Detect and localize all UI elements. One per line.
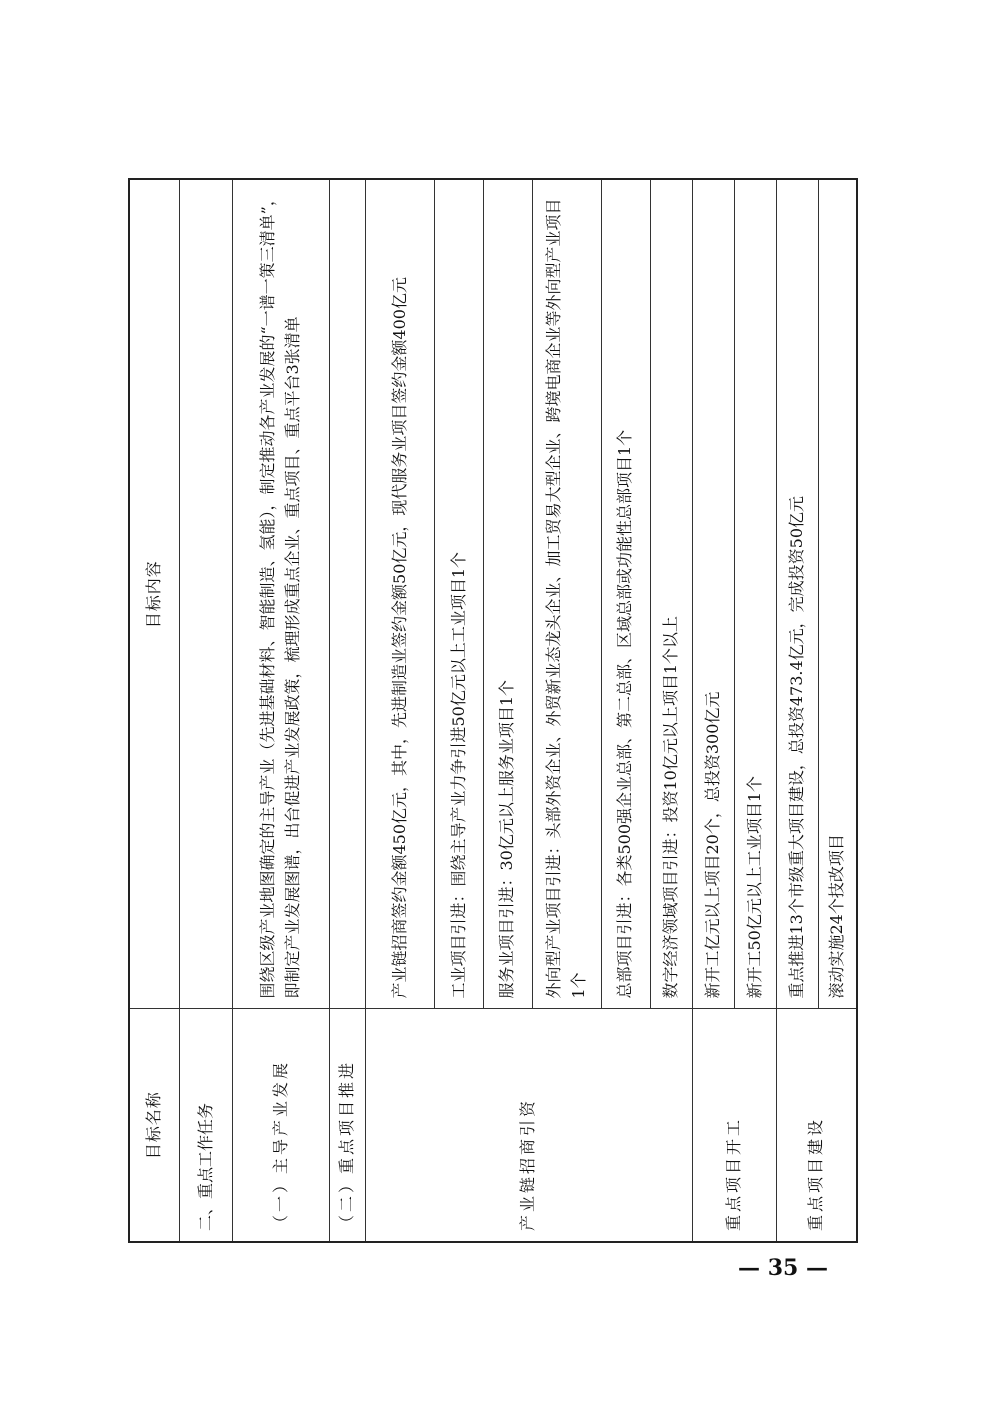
- goal-content-item: 产业链招商签约金额450亿元，其中，先进制造业签约金额50亿元，现代服务业项目签约金额400亿元: [365, 179, 435, 1009]
- goal-content-item: 外向型产业项目引进：头部外资企业、外贸新业态龙头企业、加工贸易大型企业、跨境电商企业等外向型产业项目1个: [532, 179, 602, 1009]
- goal-content-item: 滚动实施24个技改项目: [819, 179, 857, 1009]
- goal-name-chain-investment: 产业链招商引资: [365, 1009, 692, 1242]
- goal-content-main-industry: 围绕区级产业地图确定的主导产业（先进基础材料、智能制造、氢能），制定推动各产业发展的“一谱一策三清单”，即制定产业发展图谱，出台促进产业发展政策，梳理形成重点企业、重点项目、重点平台3张清单: [232, 179, 329, 1009]
- header-goal-content: 目标内容: [129, 179, 180, 1009]
- goal-content-empty: [329, 179, 365, 1009]
- rotated-table-wrapper: [128, 178, 858, 1243]
- section-title: 二、重点工作任务: [180, 1009, 233, 1242]
- goal-content-item: 数字经济领域项目引进：投资10亿元以上项目1个以上: [650, 179, 692, 1009]
- goal-content-item: 工业项目引进：围绕主导产业力争引进50亿元以上工业项目1个: [435, 179, 484, 1009]
- page-number: — 35 —: [738, 1255, 828, 1281]
- goal-name-project-start: 重点项目开工: [692, 1009, 776, 1242]
- goal-content-item: 总部项目引进：各类500强企业总部、第二总部、区域总部或功能性总部项目1个: [602, 179, 651, 1009]
- section-empty-cell: [180, 179, 233, 1009]
- goal-table: [128, 178, 858, 1243]
- goal-name-key-projects: （二）重点项目推进: [329, 1009, 365, 1242]
- table-row: [777, 179, 819, 1242]
- table-row: [692, 179, 734, 1242]
- goal-name-project-build: 重点项目建设: [777, 1009, 857, 1242]
- header-goal-name: 目标名称: [129, 1009, 180, 1242]
- table-row: [232, 179, 329, 1242]
- table-header-row: [129, 179, 180, 1242]
- section-row: [180, 179, 233, 1242]
- goal-content-item: 新开工亿元以上项目20个，总投资300亿元: [692, 179, 734, 1009]
- table-row: [329, 179, 365, 1242]
- goal-content-item: 新开工50亿元以上工业项目1个: [735, 179, 777, 1009]
- goal-content-item: 服务业项目引进：30亿元以上服务业项目1个: [483, 179, 532, 1009]
- goal-content-item: 重点推进13个市级重大项目建设，总投资473.4亿元，完成投资50亿元: [777, 179, 819, 1009]
- goal-name-main-industry: （一）主导产业发展: [232, 1009, 329, 1242]
- table-row: [365, 179, 435, 1242]
